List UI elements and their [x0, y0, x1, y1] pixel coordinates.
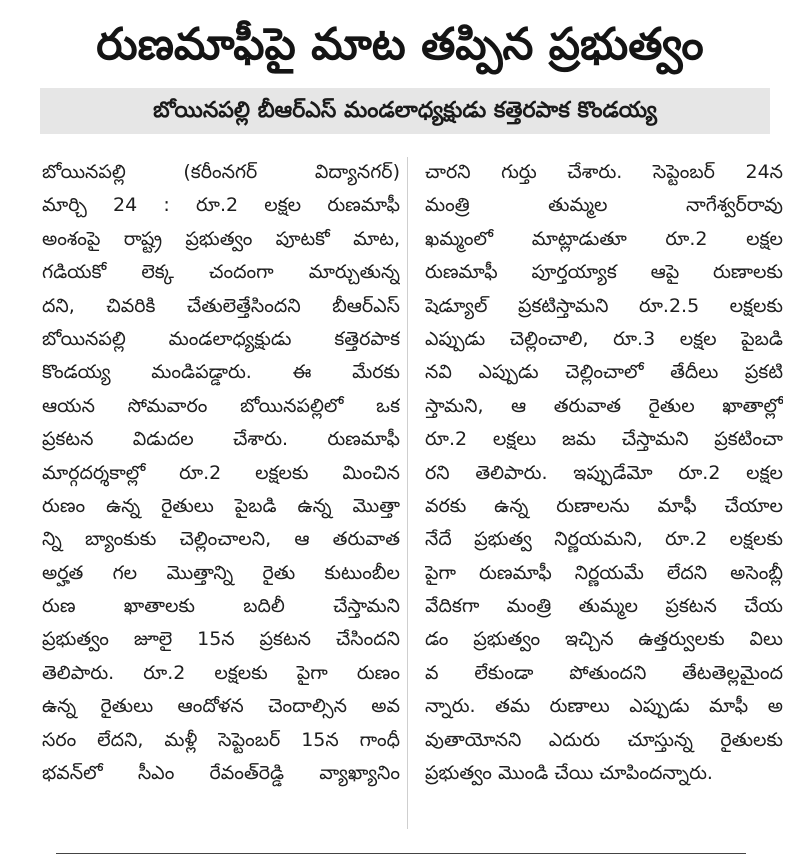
body-text-line: ఉన్న రైతులు ఆందోళన చెందాల్సిన అవ	[42, 695, 400, 718]
body-text-line: కొండయ్య మండిపడ్డారు. ఈ మేరకు	[42, 361, 400, 384]
body-text-line: వ లేకుండా పోతుందని తేటతెల్లమైంద	[425, 661, 783, 684]
body-text-line: గడియకో లెక్క చందంగా మార్చుతున్న	[42, 261, 400, 284]
body-text-line: రుణమాఫీ పూర్తయ్యాక ఆపై రుణాలకు	[425, 261, 783, 284]
column-divider	[407, 157, 408, 829]
body-text-line: నేదే ప్రభుత్వ నిర్ణయమని, రూ.2 లక్షలకు	[425, 528, 783, 551]
article-body-right-column	[425, 156, 783, 790]
body-text-line: మంత్రి తుమ్మల నాగేశ్వర్‌రావు	[425, 194, 783, 217]
body-text-line: న్నారు. తమ రుణాలు ఎప్పుడు మాఫీ అ	[425, 695, 783, 718]
body-text-line: రుణం ఉన్న రైతులు పైబడి ఉన్న మొత్తా	[42, 494, 400, 517]
body-text-line: తెలిపారు. రూ.2 లక్షలకు పైగా రుణం	[42, 661, 400, 684]
bottom-rule	[56, 853, 746, 854]
body-text-line: డం ప్రభుత్వం ఇచ్చిన ఉత్తర్వులకు విలు	[425, 628, 783, 651]
body-text-line: రని తెలిపారు. ఇప్పుడేమో రూ.2 లక్షల	[425, 461, 783, 484]
body-text-line: వుతాయోనని ఎదురు చూస్తున్న రైతులకు	[425, 728, 783, 751]
body-text-line: మార్చి 24 : రూ.2 లక్షల రుణమాఫీ	[42, 194, 400, 217]
body-text-line: రూ.2 లక్షలు జమ చేస్తామని ప్రకటించా	[425, 428, 783, 451]
body-text-line: చారని గుర్తు చేశారు. సెప్టెంబర్ 24న	[425, 161, 783, 183]
body-text-line: ఆయన సోమవారం బోయినపల్లిలో ఒక	[42, 394, 400, 417]
body-text-line: వేదికగా మంత్రి తుమ్మల ప్రకటన చేయ	[425, 595, 783, 618]
body-text-line: బోయినపల్లి (కరీంనగర్ విద్యానగర్)	[42, 161, 400, 183]
body-text-line: ప్రభుత్వం జూలై 15న ప్రకటన చేసిందని	[42, 628, 400, 651]
body-text-line: రుణ ఖాతాలకు బదిలీ చేస్తామని	[42, 595, 400, 618]
body-text-line: వరకు ఉన్న రుణాలను మాఫీ చేయాల	[425, 494, 783, 517]
body-text-line: నవి ఎప్పుడు చెల్లించాలో తేదీలు ప్రకటి	[425, 361, 783, 384]
body-text-line: అంశంపై రాష్ట్ర ప్రభుత్వం పూటకో మాట,	[42, 227, 400, 250]
body-text-line: న్ని బ్యాంకుకు చెల్లించాలని, ఆ తరువాత	[42, 528, 400, 551]
body-text-line: భవన్‌లో సీఎం రేవంత్‌రెడ్డి వ్యాఖ్యానిం	[42, 762, 400, 785]
body-text-line: అర్హత గల మొత్తాన్ని రైతు కుటుంబీల	[42, 561, 400, 584]
body-text-line: షెడ్యూల్ ప్రకటిస్తామని రూ.2.5 లక్షలకు	[425, 294, 783, 317]
body-text-line: దని, చివరికి చేతులెత్తేసిందని బీఆర్ఎస్	[42, 294, 400, 317]
article-headline: రుణమాఫీపై మాట తప్పిన ప్రభుత్వం	[96, 19, 704, 70]
body-text-line: ఎప్పుడు చెల్లించాలి, రూ.3 లక్షల పైబడి	[425, 327, 783, 350]
body-text-line: ప్రకటన విడుదల చేశారు. రుణమాఫీ	[42, 428, 400, 451]
body-text-line: మార్గదర్శకాల్లో రూ.2 లక్షలకు మించిన	[42, 461, 400, 484]
body-text-line: పైగా రుణమాఫీ నిర్ణయమే లేదని అసెంబ్లీ	[425, 561, 783, 584]
article-subheadline: బోయినపల్లి బీఆర్ఎస్ మండలాధ్యక్షుడు కత్తెరపాక కొండయ్య	[153, 98, 657, 123]
body-text-line: స్తామని, ఆ తరువాత రైతుల ఖాతాల్లో	[425, 394, 783, 417]
body-text-line: బోయినపల్లి మండలాధ్యక్షుడు కత్తెరపాక	[42, 327, 400, 350]
body-text-line: ఖమ్మంలో మాట్లాడుతూ రూ.2 లక్షల	[425, 227, 783, 250]
article-body-left-column	[42, 156, 400, 790]
body-text-line: ప్రభుత్వం మొండి చేయి చూపిందన్నారు.	[425, 762, 713, 785]
body-text-line: సరం లేదని, మళ్లీ సెప్టెంబర్ 15న గాంధీ	[42, 728, 400, 751]
